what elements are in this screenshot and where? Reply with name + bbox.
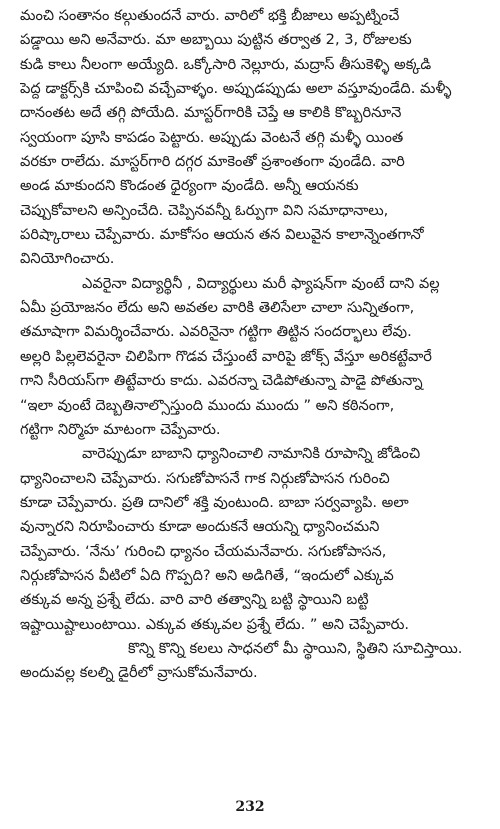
text-line: కుడి కాలు నీలంగా అయ్యేది. ఒక్కోసారి నెల్లూరు, మద్రాస్ తీసుకెళ్ళి అక్కడి — [20, 55, 432, 73]
text-line: ఇష్టాయిష్టాలుంటాయి. ఎక్కువ తక్కువల ప్రశ్నే లేదు. ” అని చెప్పేవారు. — [20, 615, 410, 633]
text-line: పరిష్కారాలు చెప్పేవారు. మాకోసం ఆయన తన విలువైన కాలాన్నెంతగానో — [20, 226, 424, 244]
text-line: దానంతట అదే తగ్గి పోయేది. మాస్టర్‌గారికి చెప్తే ఆ కాలికి కొబ్బరినూనె — [20, 104, 402, 122]
paragraph-first-line: వారెప్పుడూ బాబాని ధ్యానించాలి నామానికి రూపాన్ని జోడించి — [82, 445, 421, 463]
text-line: అందువల్ల కలల్ని డైరీలో వ్రాసుకోమనేవారు. — [20, 664, 258, 682]
text-line: తమాషాగా విమర్శించేవారు. ఎవరినైనా గట్టిగా తిట్టిన సందర్భాలు లేవు. — [20, 323, 412, 341]
text-line: ఏమీ ప్రయోజనం లేదు అని అవతల వారికి తెలిసేలా చాలా సున్నితంగా, — [20, 299, 415, 317]
text-line: తక్కువ అన్న ప్రశ్నే లేదు. వారి వారి తత్వాన్ని బట్టి స్థాయిని బట్టి — [20, 591, 369, 609]
paragraph-first-line: ఎవరైనా విద్యార్థినీ , విద్యార్థులు మరీ ఫ్యాషన్‌గా వుంటే దాని వల్ల — [82, 274, 440, 292]
text-line: నిర్గుణోపాసన వీటిలో ఏది గొప్పది? అని అడిగితే, “ఇందులో ఎక్కువ — [20, 566, 394, 584]
text-line: వినియోగించారు. — [20, 250, 115, 268]
text-line: ధ్యానించాలని చెప్పేవారు. సగుణోపాసనే గాక నిర్గుణోపాసన గురించి — [20, 469, 390, 487]
text-line: పడ్డాయి అని అనేవారు. మా అబ్బాయి పుట్టిన తర్వాత 2, 3, రోజులకు — [20, 31, 412, 49]
text-line: స్వయంగా పూసి కాపడం పెట్టారు. అప్పుడు వెంటనే తగ్గి మళ్ళీ యింత — [20, 128, 404, 146]
text-line: గాని సీరియస్‌గా తిట్టేవారు కాదు. ఎవరన్నా చెడిపోతున్నా పాడై పోతున్నా — [20, 372, 423, 390]
text-line: “ఇలా వుంటే దెబ్బతినాల్సొస్తుంది ముందు ముందు ” అని కఠినంగా, — [20, 396, 395, 414]
text-line: గట్టిగా నిర్మొహ మాటంగా చెప్పేవారు. — [20, 420, 221, 438]
text-line: పెద్ద డాక్టర్స్‌కి చూపించి వచ్చేవాళ్ళం. అప్పుడప్పుడు అలా వస్తూవుండేది. మళ్ళీ — [20, 80, 452, 98]
text-line: అల్లరి పిల్లలెవరైనా చిలిపిగా గొడవ చేస్తుంటే వారిపై జోక్స్ వేస్తూ అరికట్టేవారే — [20, 347, 432, 365]
text-line: చెప్పేవారు. ‘నేను’ గురించి ధ్యానం చేయమనేవారు. సగుణోపాసన, — [20, 542, 387, 560]
text-line: చెప్పుకోవాలని అన్పించేది. చెప్పినవన్నీ ఓర్పుగా విని సమాధానాలు, — [20, 201, 389, 219]
text-line: కూడా చెప్పేవారు. ప్రతి దానిలో శక్తి వుంటుంది. బాబా సర్వవ్యాపి. అలా — [20, 493, 409, 511]
paragraph-first-line: కొన్ని కొన్ని కలలు సాధనలో మీ స్థాయిని, స్థితిని సూచిస్తాయి. — [128, 639, 463, 657]
text-line: మంచి సంతానం కల్గుతుందనే వారు. వారిలో భక్తి బీజాలు అప్పట్నించే — [20, 7, 400, 24]
page-body-text — [20, 4, 484, 686]
text-line: వున్నారని నిరూపించారు కూడా అందుకనే ఆయన్ని ధ్యానించమని — [20, 518, 380, 536]
text-line: అండ మాకుందని కొండంత ధైర్యంగా వుండేది. అన్నీ ఆయనకు — [20, 177, 359, 195]
text-line: వరకూ రాలేదు. మాస్టర్‌గారి దగ్గర మాకెంతో ప్రశాంతంగా వుండేది. వారి — [20, 153, 405, 171]
page-number: 232 — [235, 799, 265, 815]
